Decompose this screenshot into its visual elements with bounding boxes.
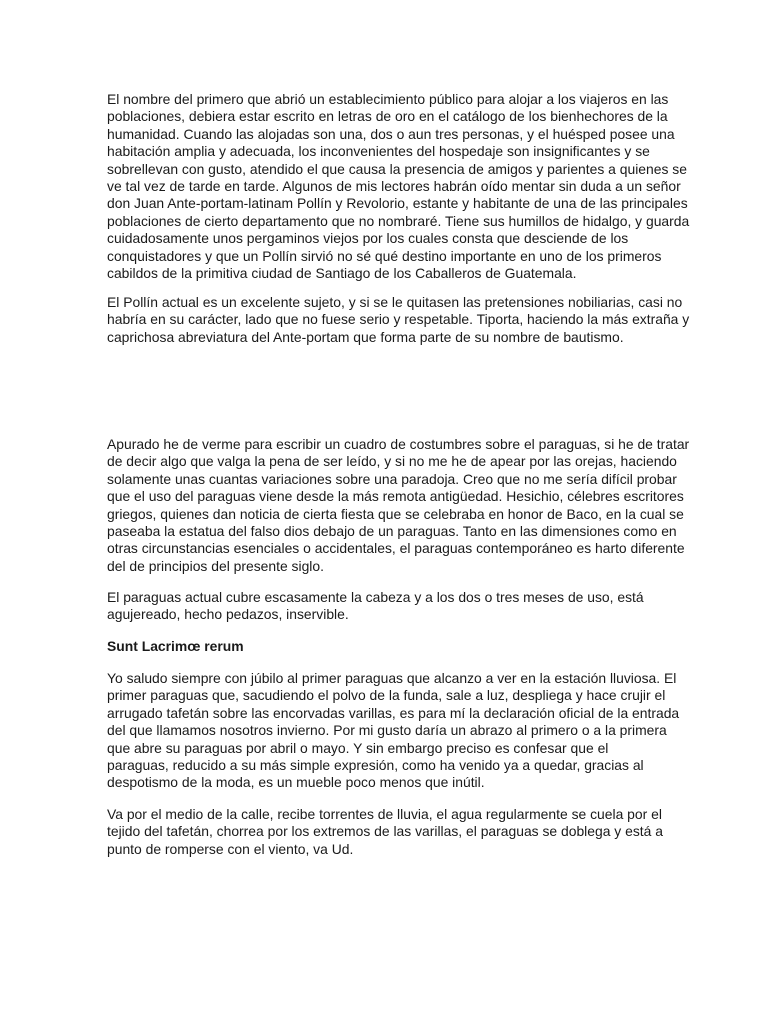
text-line: sobrellevan con gusto, atendido el que causa la presencia de amigos y parientes a quienes se xyxy=(107,160,687,177)
text-line: cabildos de la primitiva ciudad de Santiago de los Caballeros de Guatemala. xyxy=(107,265,577,282)
text-line: El Pollín actual es un excelente sujeto, y si se le quitasen las pretensiones nobiliarias, casi no xyxy=(107,294,683,310)
paragraph-paraguas-actual xyxy=(107,589,663,624)
text-line: El paraguas actual cubre escasamente la cabeza y a los dos o tres meses de uso, está xyxy=(107,589,644,605)
paragraph-pollin-actual xyxy=(107,294,690,346)
heading-text: Sunt Lacrimœ rerum xyxy=(107,638,244,654)
text-line: del de principios del presente siglo. xyxy=(107,557,324,574)
text-line: agujereado, hecho pedazos, inservible. xyxy=(107,606,349,623)
text-line: Apurado he de verme para escribir un cuadro de costumbres sobre el paraguas, si he de tratar xyxy=(107,436,690,452)
paragraph-first-umbrella xyxy=(107,670,680,792)
text-line: primer paraguas que, sacudiendo el polvo de la funda, sale a luz, despliega y hace crujir el xyxy=(107,687,666,704)
text-line: paseaba la estatua del falso dios debajo de un paraguas. Tanto en las dimensiones como en xyxy=(107,523,677,540)
text-line: don Juan Ante-portam-latinam Pollín y Revolorio, estante y habitante de una de las principales xyxy=(107,195,688,212)
text-line: ve tal vez de tarde en tarde. Algunos de mis lectores habrán oído mentar sin duda a un señor xyxy=(107,178,681,195)
text-line: conquistadores y que un Pollín sirvió no sé qué destino importante en uno de los primeros xyxy=(107,247,662,264)
text-line: tejido del tafetán, chorrea por los extremos de las varillas, el paraguas se doblega y está a xyxy=(107,823,663,840)
text-line: Va por el medio de la calle, recibe torrentes de lluvia, el agua regularmente se cuela por el xyxy=(107,806,662,822)
text-line: poblaciones de cierto departamento que no nombraré. Tiene sus humillos de hidalgo, y guarda xyxy=(107,212,690,229)
text-line: que el uso del paraguas viene desde la más remota antigüedad. Hesichio, célebres escritores xyxy=(107,488,684,505)
text-line: caprichosa abreviatura del Ante-portam que forma parte de su nombre de bautismo. xyxy=(107,328,624,345)
text-line: arrugado tafetán sobre las encorvadas varillas, es para mí la declaración oficial de la entrada xyxy=(107,704,680,721)
text-line: Yo saludo siempre con júbilo al primer paraguas que alcanzo a ver en la estación lluviosa. El xyxy=(107,670,677,686)
text-line: solamente unas cuantas variaciones sobre una paradoja. Creo que no me sería difícil probar xyxy=(107,470,677,487)
text-line: del que llamamos nosotros invierno. Por mi gusto daría un abrazo al primero o a la primera xyxy=(107,722,667,739)
text-line: poblaciones, debiera estar escrito en letras de oro en el catálogo de los bienhechores de la xyxy=(107,108,668,125)
text-line: punto de romperse con el viento, va Ud. xyxy=(107,840,354,857)
paragraph-paraguas-history xyxy=(107,436,690,575)
paragraph-inn-founder xyxy=(107,91,690,282)
text-line: despotismo de la moda, es un mueble poco menos que inútil. xyxy=(107,774,485,791)
paragraph-street-rain xyxy=(107,806,663,858)
text-line: habitación amplia y adecuada, los inconvenientes del hospedaje son insignificantes y se xyxy=(107,143,650,160)
text-line: otras circunstancias esenciales o accidentales, el paraguas contemporáneo es harto diferente xyxy=(107,540,685,557)
text-line: humanidad. Cuando las alojadas son una, dos o aun tres personas, y el huésped posee una xyxy=(107,125,675,142)
text-line: de decir algo que valga la pena de ser leído, y si no me he de apear por las orejas, haciendo xyxy=(107,453,677,470)
section-heading xyxy=(107,638,663,655)
text-line: El nombre del primero que abrió un establecimiento público para alojar a los viajeros en las xyxy=(107,91,669,107)
text-line: habría en su carácter, lado que no fuese serio y respetable. Tiporta, haciendo la más extraña y xyxy=(107,311,690,328)
text-line: paraguas, reducido a su más simple expresión, como ha venido ya a quedar, gracias al xyxy=(107,757,644,774)
text-line: griegos, quienes dan noticia de cierta fiesta que se celebraba en honor de Baco, en la cual se xyxy=(107,505,684,522)
text-line: que abre su paraguas por abril o mayo. Y sin embargo preciso es confesar que el xyxy=(107,739,609,756)
text-line: cuidadosamente unos pergaminos viejos por los cuales consta que desciende de los xyxy=(107,230,629,247)
